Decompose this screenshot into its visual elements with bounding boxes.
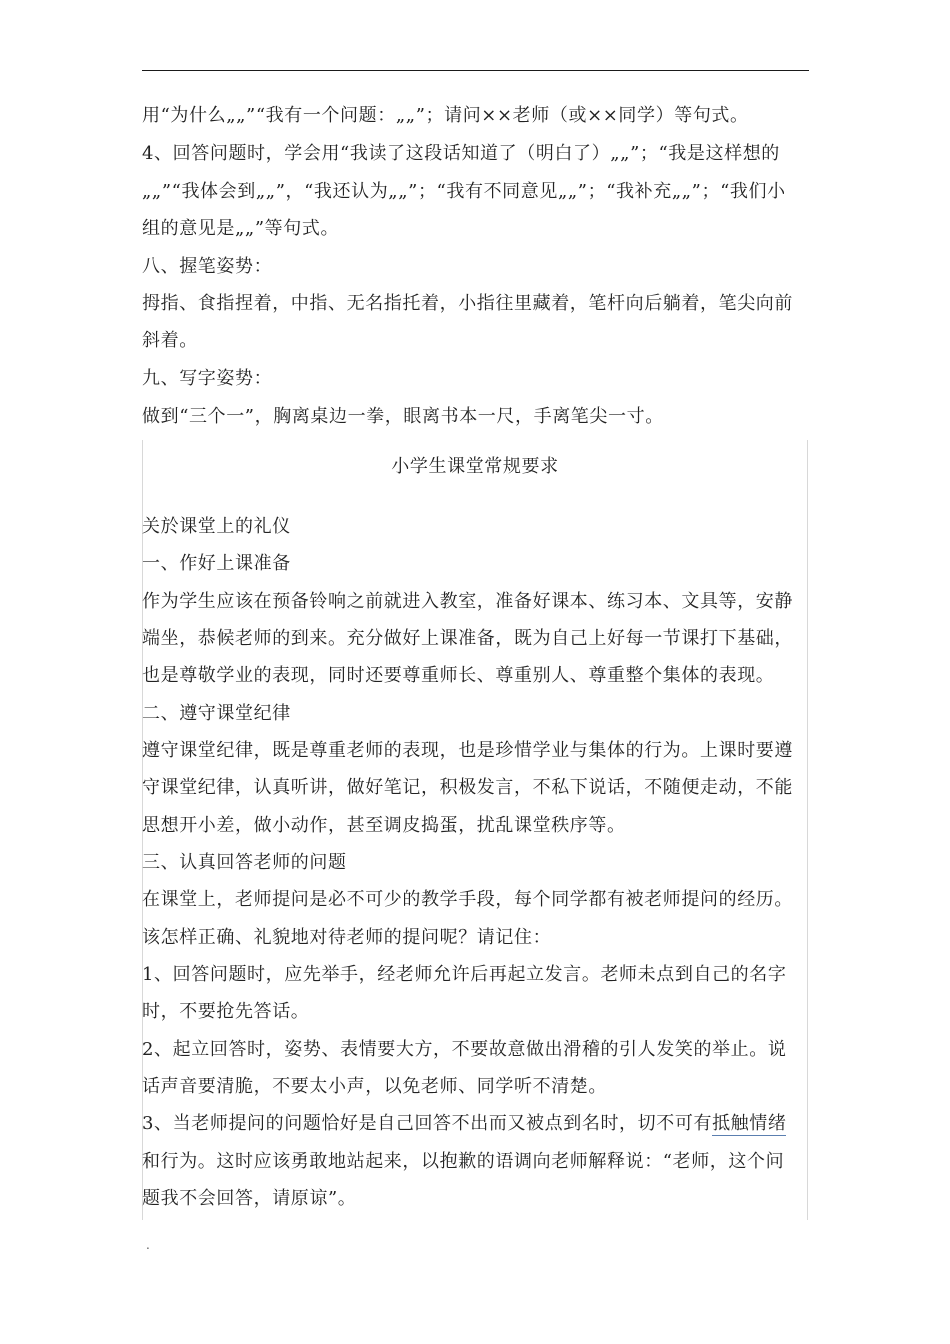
text-line: 作为学生应该在预备铃响之前就进入教室，准备好课本、练习本、文具等，安静: [142, 591, 793, 612]
text-line: 拇指、食指捏着，中指、无名指托着，小指往里藏着，笔杆向后躺着，笔尖向前: [142, 293, 793, 314]
text-line: 该怎样正确、礼貌地对待老师的提问呢？请记住：: [142, 927, 552, 948]
text-line: 斜着。: [142, 330, 198, 351]
text-segment: 3、当老师提问的问题恰好是自己回答不出而又被点到名时，切不可有: [142, 1113, 713, 1134]
keyword-link[interactable]: 抵触情绪: [712, 1113, 787, 1134]
text-line: 也是尊敬学业的表现，同时还要尊重师长、尊重别人、尊重整个集体的表现。: [142, 665, 775, 686]
box-title: 小学生课堂常规要求: [391, 456, 559, 477]
text-line: 2、起立回答时，姿势、表情要大方，不要故意做出滑稽的引人发笑的举止。说: [142, 1039, 787, 1060]
footer-mark: .: [146, 1238, 150, 1252]
section-heading: 九、写字姿势：: [142, 368, 273, 389]
text-line: 守课堂纪律，认真听讲，做好笔记，积极发言，不私下说话，不随便走动，不能: [142, 777, 793, 798]
text-line: 4、回答问题时，学会用“我读了这段话知道了（明白了）„„”；“我是这样想的: [142, 143, 780, 164]
header-rule: [142, 70, 809, 71]
section-heading: 八、握笔姿势：: [142, 256, 273, 277]
section-heading: 三、认真回答老师的问题: [142, 852, 347, 873]
text-line: 在课堂上，老师提问是必不可少的教学手段，每个同学都有被老师提问的经历。: [142, 889, 793, 910]
text-line: 和行为。这时应该勇敢地站起来，以抱歉的语调向老师解释说：“老师，这个问: [142, 1151, 785, 1172]
text-line: 题我不会回答，请原谅”。: [142, 1188, 357, 1209]
text-line: [142, 1112, 786, 1136]
section-heading: 一、作好上课准备: [142, 553, 291, 574]
text-line: 时，不要抢先答话。: [142, 1001, 310, 1022]
text-line: 1、回答问题时，应先举手，经老师允许后再起立发言。老师未点到自己的名字: [142, 964, 787, 985]
text-line: 思想开小差，做小动作，甚至调皮捣蛋，扰乱课堂秩序等。: [142, 815, 626, 836]
section-heading: 关於课堂上的礼仪: [142, 516, 291, 537]
text-line: 遵守课堂纪律，既是尊重老师的表现，也是珍惜学业与集体的行为。上课时要遵: [142, 740, 793, 761]
text-line: 做到“三个一”，胸离桌边一拳，眼离书本一尺，手离笔尖一寸。: [142, 406, 664, 427]
text-line: 话声音要清脆，不要太小声，以免老师、同学听不清楚。: [142, 1076, 607, 1097]
text-line: 组的意见是„„”等句式。: [142, 218, 340, 239]
text-line: 端坐，恭候老师的到来。充分做好上课准备，既为自己上好每一节课打下基础，: [142, 628, 793, 649]
text-line: 用“为什么„„”“我有一个问题：„„”；请问××老师（或××同学）等句式。: [142, 105, 749, 126]
text-line: „„”“我体会到„„”，“我还认为„„”；“我有不同意见„„”；“我补充„„”；“我们小: [142, 181, 786, 202]
section-heading: 二、遵守课堂纪律: [142, 703, 291, 724]
